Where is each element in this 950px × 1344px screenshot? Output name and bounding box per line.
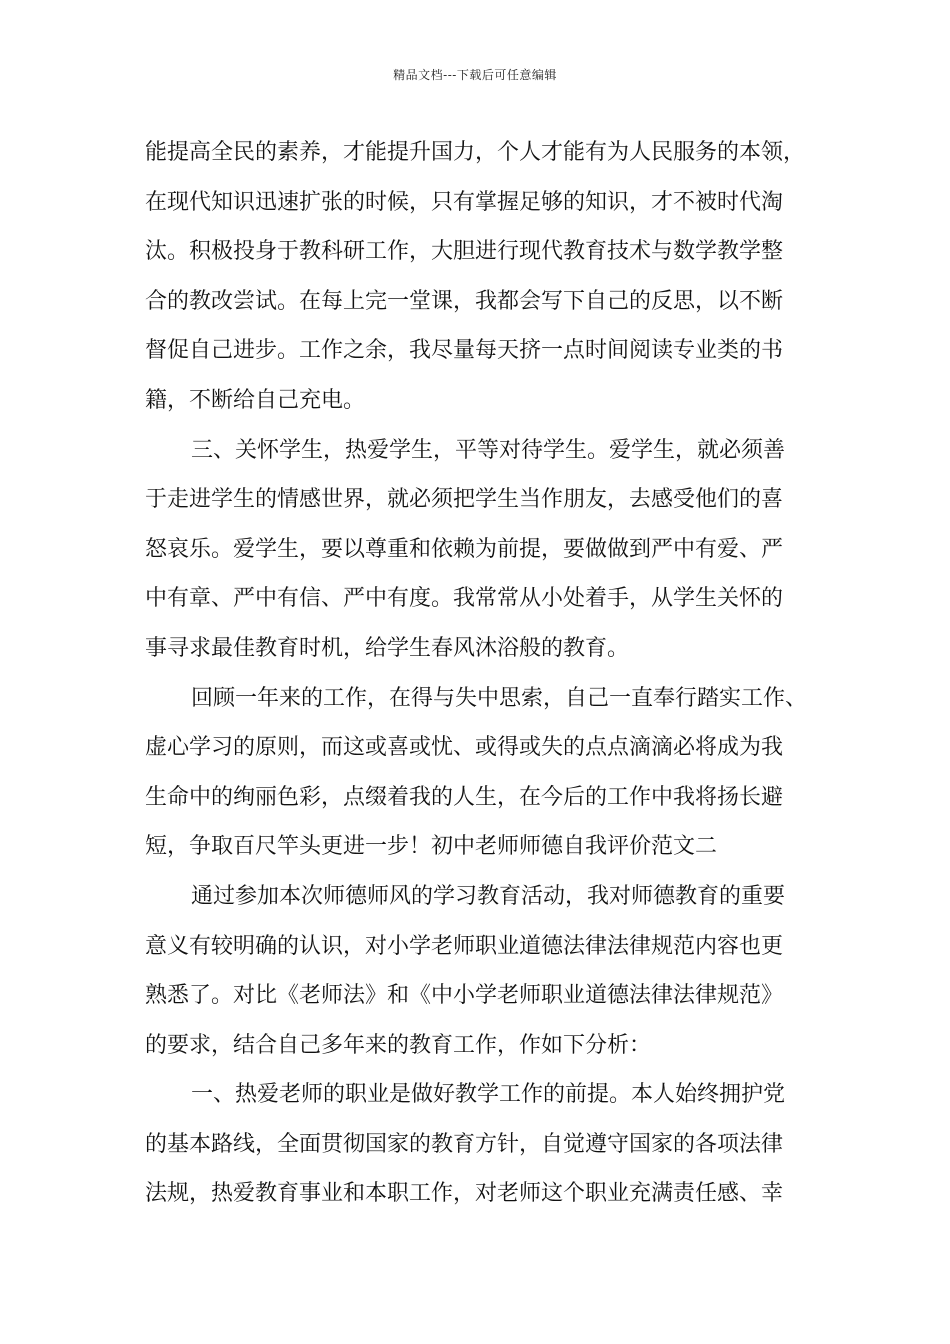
text-line: 在现代知识迅速扩张的时候，只有掌握足够的知识，才不被时代淘 xyxy=(145,189,784,215)
text-line: 籍，不断给自己充电。 xyxy=(145,387,366,413)
text-line: 的要求，结合自己多年来的教育工作，作如下分析： xyxy=(145,1032,652,1058)
text-line: 短，争取百尺竿头更进一步！初中老师师德自我评价范文二 xyxy=(145,834,718,860)
text-line: 于走进学生的情感世界，就必须把学生当作朋友，去感受他们的喜 xyxy=(145,487,784,513)
text-line: 法规，热爱教育事业和本职工作，对老师这个职业充满责任感、幸 xyxy=(145,1181,784,1207)
paragraph-start-line: 回顾一年来的工作，在得与失中思索，自己一直奉行踏实工作、 xyxy=(191,685,808,711)
text-line: 汰。积极投身于教科研工作，大胆进行现代教育技术与数学教学整 xyxy=(145,239,784,265)
page-header: 精品文档---下载后可任意编辑 xyxy=(393,68,557,82)
text-line: 合的教改尝试。在每上完一堂课，我都会写下自己的反思，以不断 xyxy=(145,288,784,314)
text-line: 的基本路线，全面贯彻国家的教育方针，自觉遵守国家的各项法律 xyxy=(145,1131,784,1157)
text-line: 虚心学习的原则，而这或喜或忧、或得或失的点点滴滴必将成为我 xyxy=(145,735,784,761)
text-line: 意义有较明确的认识，对小学老师职业道德法律法律规范内容也更 xyxy=(145,933,784,959)
text-line: 怒哀乐。爱学生，要以尊重和依赖为前提，要做做到严中有爱、严 xyxy=(145,536,784,562)
paragraph-start-line: 通过参加本次师德师风的学习教育活动，我对师德教育的重要 xyxy=(191,883,786,909)
paragraph-start-line: 三、关怀学生，热爱学生，平等对待学生。爱学生，就必须善 xyxy=(191,437,786,463)
text-line: 中有章、严中有信、严中有度。我常常从小处着手，从学生关怀的 xyxy=(145,586,784,612)
text-line: 督促自己进步。工作之余，我尽量每天挤一点时间阅读专业类的书 xyxy=(145,338,784,364)
text-line: 熟悉了。对比《老师法》和《中小学老师职业道德法律法律规范》 xyxy=(145,983,784,1009)
text-line: 生命中的绚丽色彩，点缀着我的人生，在今后的工作中我将扬长避 xyxy=(145,784,784,810)
document-body xyxy=(145,128,825,1219)
text-line: 事寻求最佳教育时机，给学生春风沐浴般的教育。 xyxy=(145,635,630,661)
text-line: 能提高全民的素养，才能提升国力，个人才能有为人民服务的本领， xyxy=(145,140,806,165)
paragraph-start-line: 一、热爱老师的职业是做好教学工作的前提。本人始终拥护党 xyxy=(191,1082,786,1108)
